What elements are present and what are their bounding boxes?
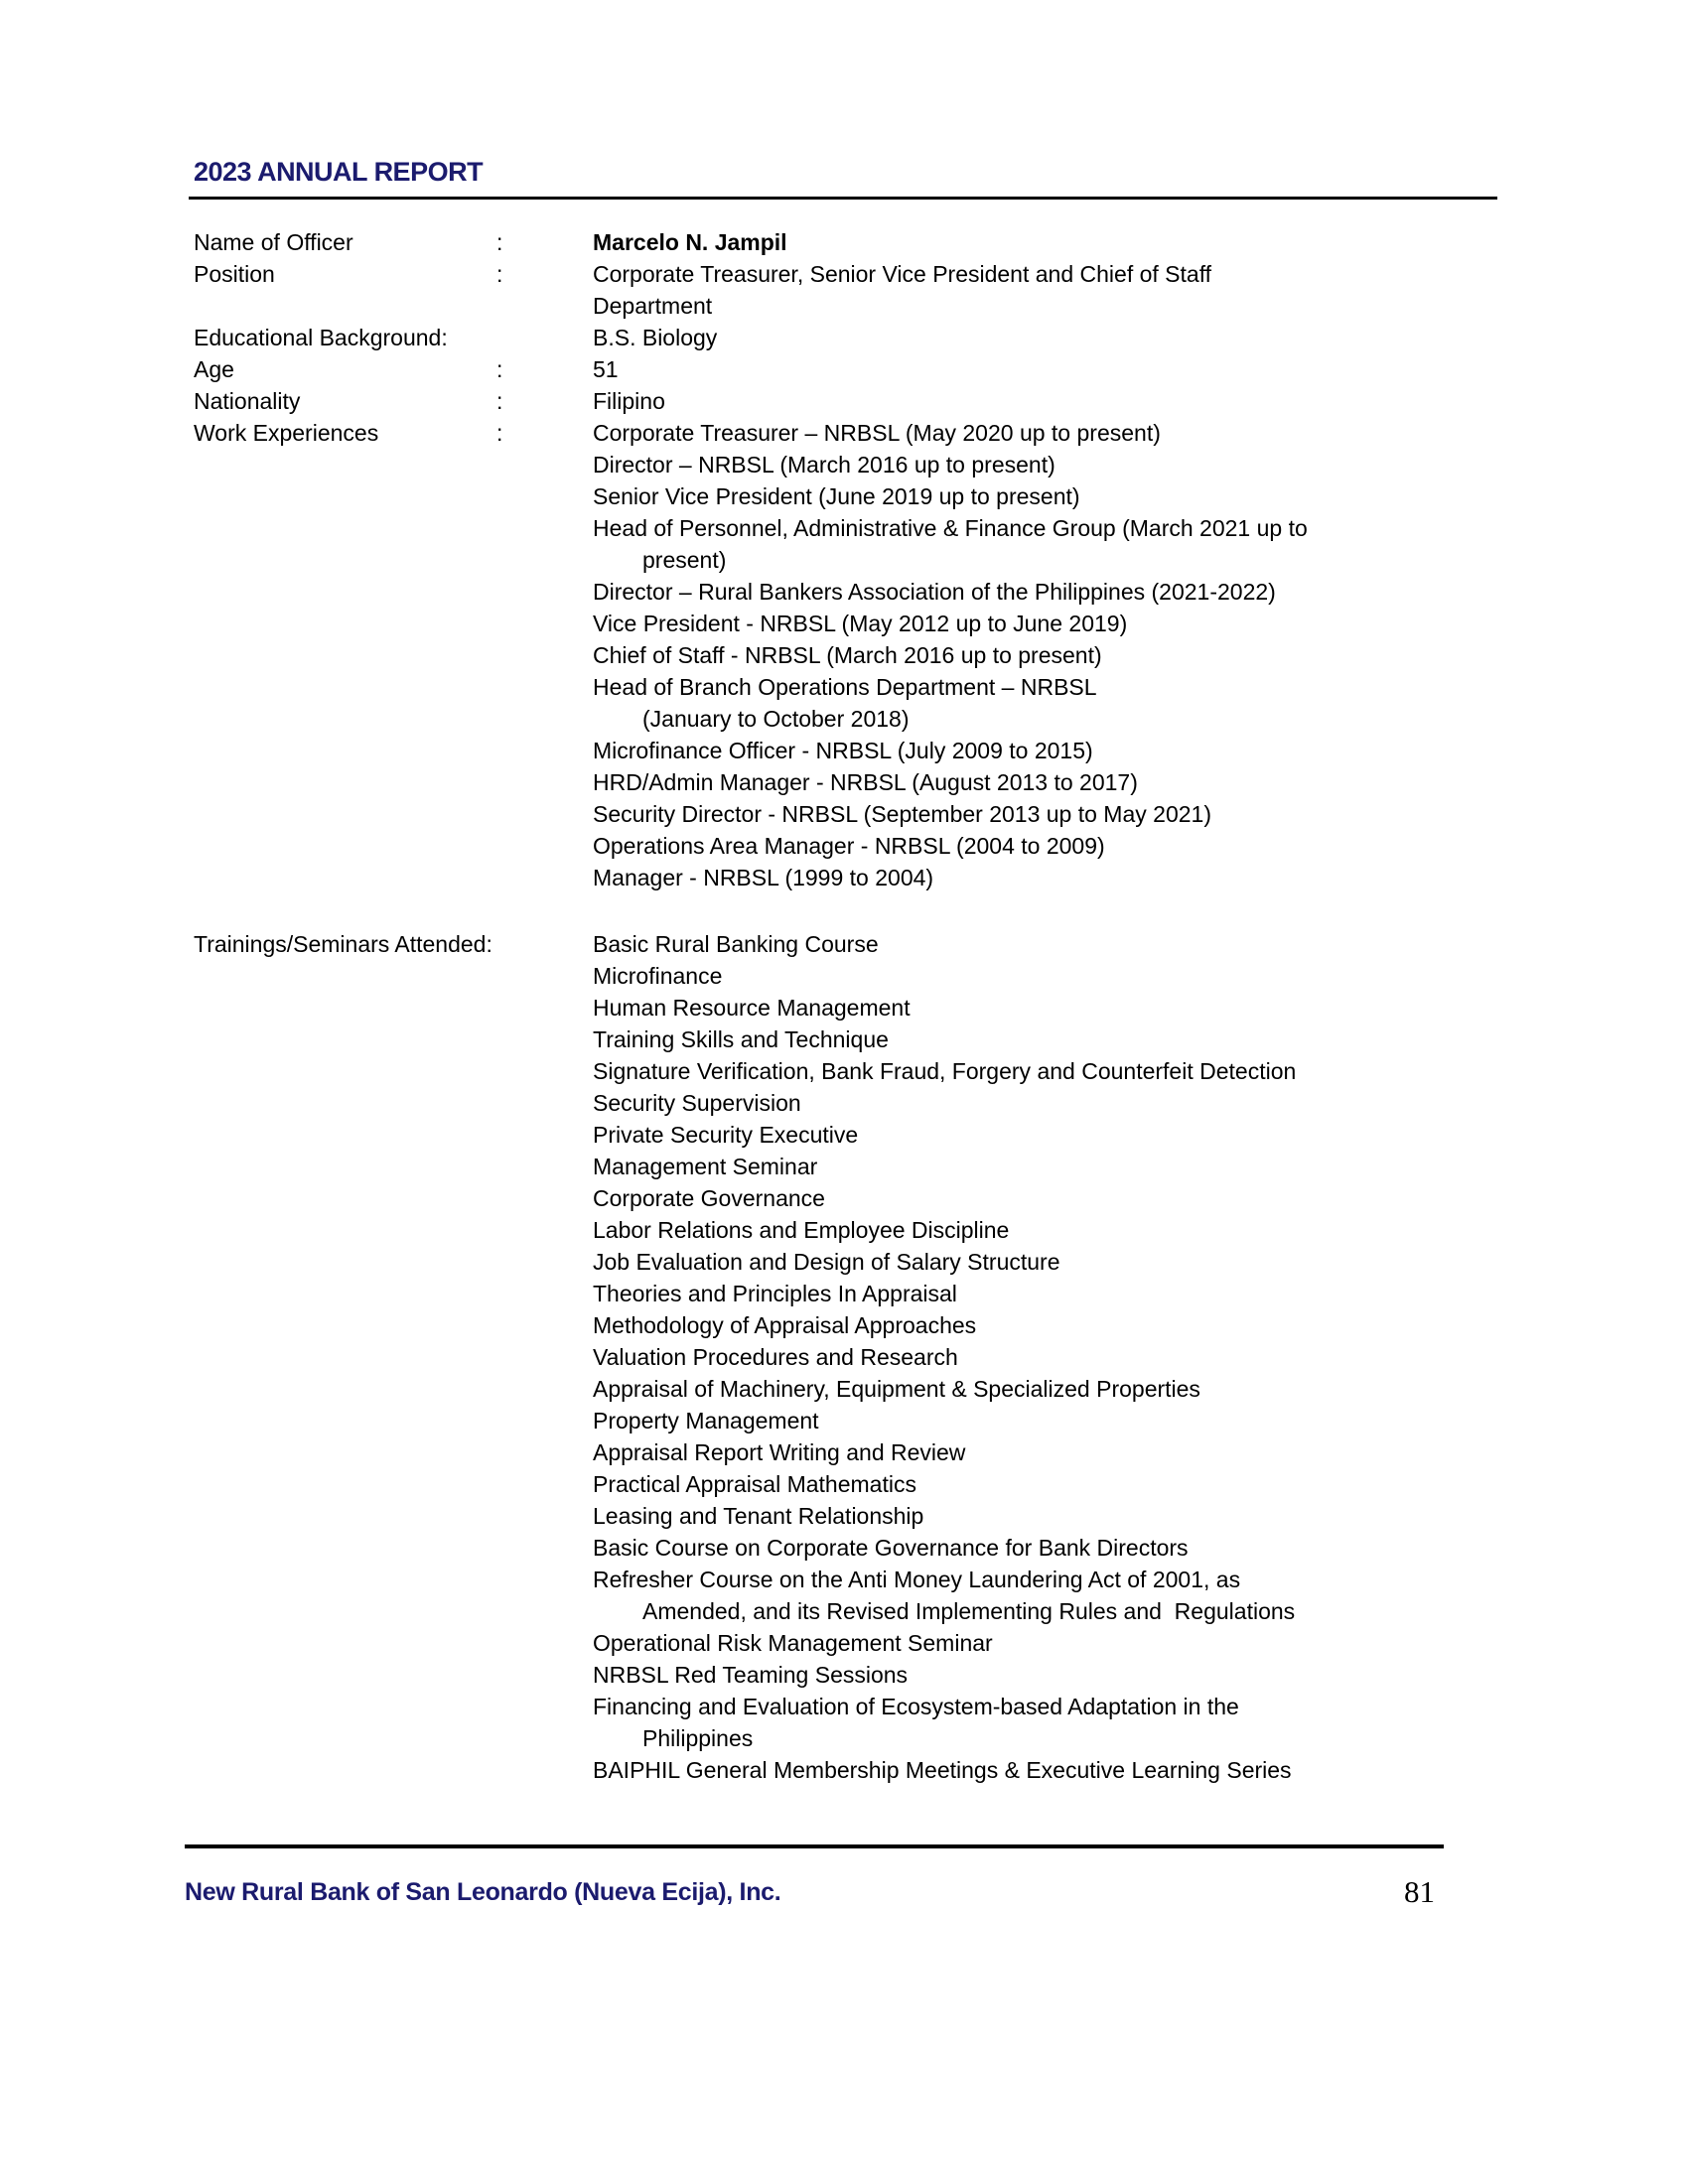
value-line: Appraisal Report Writing and Review bbox=[593, 1439, 966, 1465]
field-label-colon: : bbox=[441, 325, 448, 350]
value-line: Basic Rural Banking Course bbox=[593, 931, 879, 957]
value-line: present) bbox=[642, 547, 727, 573]
value-line: 51 bbox=[593, 356, 619, 382]
footer-bank-name: New Rural Bank of San Leonardo (Nueva Ecija), Inc. bbox=[185, 1878, 781, 1906]
value-line: Valuation Procedures and Research bbox=[593, 1344, 958, 1370]
value-line: Methodology of Appraisal Approaches bbox=[593, 1312, 977, 1338]
value-line: Filipino bbox=[593, 388, 665, 414]
field-label-colon: : bbox=[486, 931, 492, 957]
field-values-age bbox=[593, 353, 1514, 385]
field-label-name-of-officer bbox=[194, 226, 593, 258]
value-line: Microfinance bbox=[593, 963, 723, 989]
value-line: Human Resource Management bbox=[593, 995, 911, 1021]
value-line: Head of Branch Operations Department – NRBSL bbox=[593, 674, 1097, 700]
profile-field-trainings-seminars-attended bbox=[194, 928, 1514, 1786]
value-line: Job Evaluation and Design of Salary Structure bbox=[593, 1249, 1060, 1275]
value-line: Security Supervision bbox=[593, 1090, 801, 1116]
value-line: Training Skills and Technique bbox=[593, 1026, 889, 1052]
officer-profile bbox=[194, 226, 1514, 1786]
field-values-educational-background bbox=[593, 322, 1514, 353]
field-label-nationality bbox=[194, 385, 593, 417]
value-line: Private Security Executive bbox=[593, 1122, 859, 1148]
field-label-text: Nationality bbox=[194, 388, 301, 414]
value-line: NRBSL Red Teaming Sessions bbox=[593, 1662, 909, 1688]
profile-field-nationality bbox=[194, 385, 1514, 417]
field-values-trainings-seminars-attended bbox=[593, 928, 1514, 1786]
value-line: Vice President - NRBSL (May 2012 up to June 2019) bbox=[593, 611, 1128, 636]
value-line: Senior Vice President (June 2019 up to present) bbox=[593, 483, 1080, 509]
value-line: Property Management bbox=[593, 1408, 819, 1433]
profile-field-name-of-officer bbox=[194, 226, 1514, 258]
value-line: Operational Risk Management Seminar bbox=[593, 1630, 993, 1656]
field-label-work-experiences bbox=[194, 417, 593, 449]
value-line: BAIPHIL General Membership Meetings & Executive Learning Series bbox=[593, 1757, 1292, 1783]
field-label-colon: : bbox=[496, 388, 503, 414]
value-line: Management Seminar bbox=[593, 1154, 818, 1179]
value-line: Marcelo N. Jampil bbox=[593, 229, 787, 255]
value-line: Microfinance Officer - NRBSL (July 2009 to 2015) bbox=[593, 738, 1093, 763]
header-divider bbox=[189, 197, 1497, 200]
field-label-text: Trainings/Seminars Attended bbox=[194, 931, 487, 957]
value-line: Corporate Treasurer, Senior Vice President and Chief of Staff bbox=[593, 261, 1212, 287]
value-line: Chief of Staff - NRBSL (March 2016 up to present) bbox=[593, 642, 1102, 668]
field-values-nationality bbox=[593, 385, 1514, 417]
value-line: Department bbox=[593, 293, 713, 319]
value-line: Corporate Treasurer – NRBSL (May 2020 up to present) bbox=[593, 420, 1161, 446]
value-line: Operations Area Manager - NRBSL (2004 to 2009) bbox=[593, 833, 1105, 859]
value-line: Security Director - NRBSL (September 2013 up to May 2021) bbox=[593, 801, 1211, 827]
field-label-age bbox=[194, 353, 593, 385]
value-line: Director – NRBSL (March 2016 up to present) bbox=[593, 452, 1055, 478]
page-title: 2023 ANNUAL REPORT bbox=[194, 157, 484, 187]
field-label-position bbox=[194, 258, 593, 290]
field-label-colon: : bbox=[496, 420, 503, 446]
footer-page-number: 81 bbox=[1404, 1874, 1435, 1909]
profile-field-educational-background bbox=[194, 322, 1514, 353]
value-line: Labor Relations and Employee Discipline bbox=[593, 1217, 1010, 1243]
value-line: Head of Personnel, Administrative & Finance Group (March 2021 up to bbox=[593, 515, 1308, 541]
value-line: Basic Course on Corporate Governance for Bank Directors bbox=[593, 1535, 1189, 1561]
field-label-text: Age bbox=[194, 356, 234, 382]
value-line: Philippines bbox=[642, 1725, 754, 1751]
field-label-text: Name of Officer bbox=[194, 229, 353, 255]
value-line: Signature Verification, Bank Fraud, Forgery and Counterfeit Detection bbox=[593, 1058, 1297, 1084]
field-label-colon: : bbox=[496, 356, 503, 382]
value-line: B.S. Biology bbox=[593, 325, 718, 350]
value-line: Financing and Evaluation of Ecosystem-based Adaptation in the bbox=[593, 1694, 1239, 1719]
field-label-text: Position bbox=[194, 261, 275, 287]
value-line: Director – Rural Bankers Association of the Philippines (2021-2022) bbox=[593, 579, 1276, 605]
field-label-text: Work Experiences bbox=[194, 420, 379, 446]
field-values-work-experiences bbox=[593, 417, 1514, 893]
value-line: Appraisal of Machinery, Equipment & Specialized Properties bbox=[593, 1376, 1200, 1402]
value-line: Theories and Principles In Appraisal bbox=[593, 1281, 957, 1306]
value-line: HRD/Admin Manager - NRBSL (August 2013 to 2017) bbox=[593, 769, 1138, 795]
value-line: Corporate Governance bbox=[593, 1185, 825, 1211]
value-line: (January to October 2018) bbox=[642, 706, 910, 732]
value-line: Leasing and Tenant Relationship bbox=[593, 1503, 924, 1529]
value-line: Refresher Course on the Anti Money Laundering Act of 2001, as bbox=[593, 1567, 1241, 1592]
profile-field-age bbox=[194, 353, 1514, 385]
profile-field-position bbox=[194, 258, 1514, 322]
field-label-colon: : bbox=[496, 261, 503, 287]
footer-divider bbox=[185, 1844, 1444, 1848]
value-line: Manager - NRBSL (1999 to 2004) bbox=[593, 865, 934, 890]
field-values-position bbox=[593, 258, 1514, 322]
field-label-educational-background bbox=[194, 322, 593, 353]
profile-field-work-experiences bbox=[194, 417, 1514, 893]
field-label-trainings-seminars-attended bbox=[194, 928, 593, 960]
value-line: Amended, and its Revised Implementing Rules and Regulations bbox=[642, 1598, 1296, 1624]
value-line: Practical Appraisal Mathematics bbox=[593, 1471, 916, 1497]
field-values-name-of-officer bbox=[593, 226, 1514, 258]
field-label-text: Educational Background bbox=[194, 325, 442, 350]
field-label-colon: : bbox=[496, 229, 503, 255]
